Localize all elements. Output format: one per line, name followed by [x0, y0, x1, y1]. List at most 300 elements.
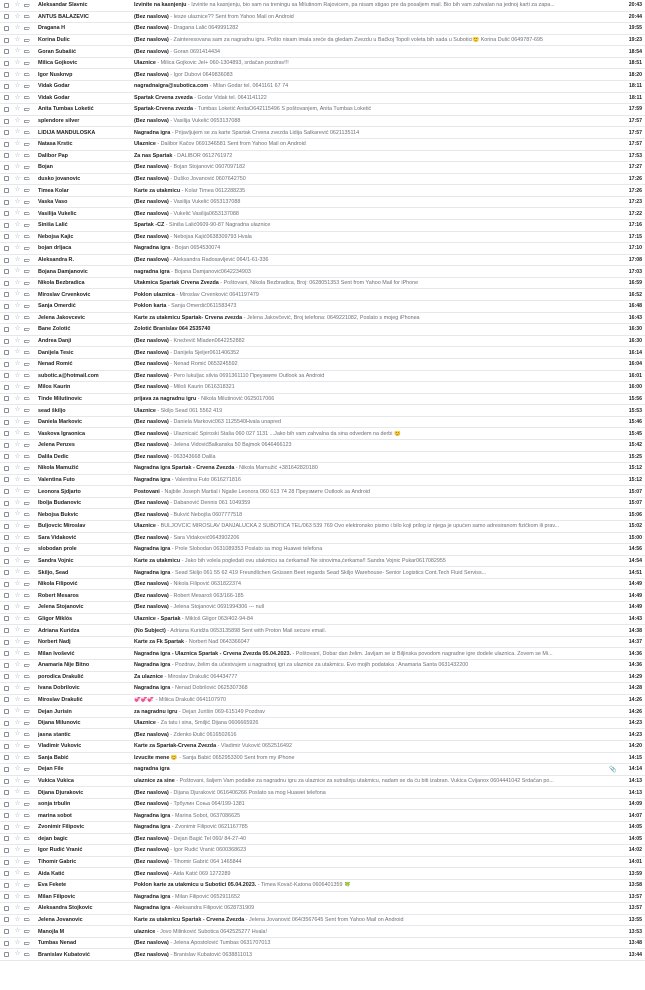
email-row[interactable] [0, 46, 645, 58]
star-icon[interactable]: ☆ [14, 533, 21, 541]
email-row[interactable] [0, 741, 645, 753]
email-row[interactable] [0, 810, 645, 822]
important-marker-icon[interactable] [24, 629, 31, 632]
email-row[interactable] [0, 753, 645, 765]
select-checkbox[interactable] [4, 489, 9, 494]
star-icon[interactable]: ☆ [14, 788, 21, 796]
star-icon[interactable]: ☆ [14, 128, 21, 136]
select-checkbox[interactable] [4, 477, 9, 482]
important-marker-icon[interactable] [24, 386, 31, 389]
star-icon[interactable]: ☆ [14, 811, 21, 819]
select-checkbox[interactable] [4, 269, 9, 274]
important-marker-icon[interactable] [24, 583, 31, 586]
select-checkbox[interactable] [4, 802, 9, 807]
email-row[interactable] [0, 602, 645, 614]
email-row[interactable] [0, 533, 645, 545]
important-marker-icon[interactable] [24, 617, 31, 620]
email-row[interactable] [0, 683, 645, 695]
email-row[interactable] [0, 567, 645, 579]
important-marker-icon[interactable] [24, 490, 31, 493]
select-checkbox[interactable] [4, 848, 9, 853]
important-marker-icon[interactable] [24, 745, 31, 748]
select-checkbox[interactable] [4, 721, 9, 726]
select-checkbox[interactable] [4, 582, 9, 587]
select-checkbox[interactable] [4, 176, 9, 181]
star-icon[interactable]: ☆ [14, 927, 21, 935]
star-icon[interactable]: ☆ [14, 765, 21, 773]
important-marker-icon[interactable] [24, 177, 31, 180]
select-checkbox[interactable] [4, 396, 9, 401]
important-marker-icon[interactable] [24, 62, 31, 65]
email-row[interactable] [0, 648, 645, 660]
select-checkbox[interactable] [4, 779, 9, 784]
important-marker-icon[interactable] [24, 154, 31, 157]
email-row[interactable] [0, 382, 645, 394]
important-marker-icon[interactable] [24, 953, 31, 956]
email-row[interactable] [0, 394, 645, 406]
important-marker-icon[interactable] [24, 455, 31, 458]
star-icon[interactable]: ☆ [14, 255, 21, 263]
select-checkbox[interactable] [4, 813, 9, 818]
star-icon[interactable]: ☆ [14, 12, 21, 20]
email-row[interactable] [0, 892, 645, 904]
select-checkbox[interactable] [4, 84, 9, 89]
select-checkbox[interactable] [4, 188, 9, 193]
email-row[interactable] [0, 35, 645, 47]
important-marker-icon[interactable] [24, 39, 31, 42]
email-row[interactable] [0, 475, 645, 487]
star-icon[interactable]: ☆ [14, 915, 21, 923]
important-marker-icon[interactable] [24, 710, 31, 713]
select-checkbox[interactable] [4, 443, 9, 448]
email-row[interactable] [0, 915, 645, 927]
select-checkbox[interactable] [4, 72, 9, 77]
important-marker-icon[interactable] [24, 606, 31, 609]
important-marker-icon[interactable] [24, 409, 31, 412]
important-marker-icon[interactable] [24, 363, 31, 366]
email-row[interactable] [0, 127, 645, 139]
select-checkbox[interactable] [4, 871, 9, 876]
email-row[interactable] [0, 509, 645, 521]
email-row[interactable] [0, 625, 645, 637]
important-marker-icon[interactable] [24, 108, 31, 111]
important-marker-icon[interactable] [24, 50, 31, 53]
select-checkbox[interactable] [4, 466, 9, 471]
important-marker-icon[interactable] [24, 849, 31, 852]
select-checkbox[interactable] [4, 547, 9, 552]
email-row[interactable] [0, 764, 645, 776]
star-icon[interactable]: ☆ [14, 47, 21, 55]
star-icon[interactable]: ☆ [14, 869, 21, 877]
select-checkbox[interactable] [4, 697, 9, 702]
select-checkbox[interactable] [4, 860, 9, 865]
select-checkbox[interactable] [4, 906, 9, 911]
important-marker-icon[interactable] [24, 201, 31, 204]
select-checkbox[interactable] [4, 165, 9, 170]
star-icon[interactable]: ☆ [14, 464, 21, 472]
email-row[interactable] [0, 672, 645, 684]
important-marker-icon[interactable] [24, 467, 31, 470]
select-checkbox[interactable] [4, 38, 9, 43]
important-marker-icon[interactable] [24, 478, 31, 481]
star-icon[interactable]: ☆ [14, 487, 21, 495]
important-marker-icon[interactable] [24, 560, 31, 563]
star-icon[interactable]: ☆ [14, 70, 21, 78]
star-icon[interactable]: ☆ [14, 579, 21, 587]
star-icon[interactable]: ☆ [14, 429, 21, 437]
select-checkbox[interactable] [4, 744, 9, 749]
star-icon[interactable]: ☆ [14, 475, 21, 483]
star-icon[interactable]: ☆ [14, 325, 21, 333]
email-row[interactable] [0, 185, 645, 197]
select-checkbox[interactable] [4, 454, 9, 459]
email-row[interactable] [0, 232, 645, 244]
star-icon[interactable]: ☆ [14, 209, 21, 217]
important-marker-icon[interactable] [24, 907, 31, 910]
email-row[interactable] [0, 834, 645, 846]
star-icon[interactable]: ☆ [14, 174, 21, 182]
important-marker-icon[interactable] [24, 340, 31, 343]
star-icon[interactable]: ☆ [14, 186, 21, 194]
email-row[interactable] [0, 845, 645, 857]
important-marker-icon[interactable] [24, 293, 31, 296]
email-row[interactable] [0, 729, 645, 741]
star-icon[interactable]: ☆ [14, 718, 21, 726]
email-row[interactable] [0, 255, 645, 267]
star-icon[interactable]: ☆ [14, 197, 21, 205]
important-marker-icon[interactable] [24, 930, 31, 933]
select-checkbox[interactable] [4, 385, 9, 390]
email-row[interactable] [0, 938, 645, 950]
select-checkbox[interactable] [4, 512, 9, 517]
star-icon[interactable]: ☆ [14, 904, 21, 912]
email-row[interactable] [0, 162, 645, 174]
select-checkbox[interactable] [4, 153, 9, 158]
important-marker-icon[interactable] [24, 421, 31, 424]
star-icon[interactable]: ☆ [14, 452, 21, 460]
select-checkbox[interactable] [4, 315, 9, 320]
email-row[interactable] [0, 116, 645, 128]
important-marker-icon[interactable] [24, 27, 31, 30]
star-icon[interactable]: ☆ [14, 417, 21, 425]
star-icon[interactable]: ☆ [14, 244, 21, 252]
star-icon[interactable]: ☆ [14, 695, 21, 703]
email-row[interactable] [0, 313, 645, 325]
email-row[interactable] [0, 23, 645, 35]
star-icon[interactable]: ☆ [14, 221, 21, 229]
star-icon[interactable]: ☆ [14, 938, 21, 946]
select-checkbox[interactable] [4, 559, 9, 564]
email-row[interactable] [0, 301, 645, 313]
select-checkbox[interactable] [4, 941, 9, 946]
star-icon[interactable]: ☆ [14, 823, 21, 831]
email-row[interactable] [0, 706, 645, 718]
important-marker-icon[interactable] [24, 305, 31, 308]
star-icon[interactable]: ☆ [14, 371, 21, 379]
star-icon[interactable]: ☆ [14, 730, 21, 738]
email-row[interactable] [0, 799, 645, 811]
important-marker-icon[interactable] [24, 189, 31, 192]
email-row[interactable] [0, 637, 645, 649]
email-row[interactable] [0, 452, 645, 464]
important-marker-icon[interactable] [24, 247, 31, 250]
important-marker-icon[interactable] [24, 212, 31, 215]
important-marker-icon[interactable] [24, 641, 31, 644]
email-row[interactable] [0, 822, 645, 834]
important-marker-icon[interactable] [24, 316, 31, 319]
important-marker-icon[interactable] [24, 73, 31, 76]
star-icon[interactable]: ☆ [14, 742, 21, 750]
email-row[interactable] [0, 69, 645, 81]
star-icon[interactable]: ☆ [14, 880, 21, 888]
email-row[interactable] [0, 949, 645, 961]
email-row[interactable] [0, 660, 645, 672]
important-marker-icon[interactable] [24, 15, 31, 18]
select-checkbox[interactable] [4, 640, 9, 645]
select-checkbox[interactable] [4, 420, 9, 425]
email-row[interactable] [0, 463, 645, 475]
email-row[interactable] [0, 776, 645, 788]
star-icon[interactable]: ☆ [14, 313, 21, 321]
important-marker-icon[interactable] [24, 733, 31, 736]
select-checkbox[interactable] [4, 362, 9, 367]
select-checkbox[interactable] [4, 686, 9, 691]
star-icon[interactable]: ☆ [14, 336, 21, 344]
select-checkbox[interactable] [4, 130, 9, 135]
select-checkbox[interactable] [4, 605, 9, 610]
select-checkbox[interactable] [4, 373, 9, 378]
star-icon[interactable]: ☆ [14, 24, 21, 32]
email-row[interactable] [0, 926, 645, 938]
select-checkbox[interactable] [4, 107, 9, 112]
star-icon[interactable]: ☆ [14, 139, 21, 147]
important-marker-icon[interactable] [24, 826, 31, 829]
select-checkbox[interactable] [4, 501, 9, 506]
star-icon[interactable]: ☆ [14, 383, 21, 391]
email-row[interactable] [0, 58, 645, 70]
important-marker-icon[interactable] [24, 224, 31, 227]
important-marker-icon[interactable] [24, 791, 31, 794]
email-row[interactable] [0, 614, 645, 626]
select-checkbox[interactable] [4, 49, 9, 54]
important-marker-icon[interactable] [24, 235, 31, 238]
select-checkbox[interactable] [4, 234, 9, 239]
email-row[interactable] [0, 428, 645, 440]
star-icon[interactable]: ☆ [14, 626, 21, 634]
select-checkbox[interactable] [4, 14, 9, 19]
important-marker-icon[interactable] [24, 884, 31, 887]
star-icon[interactable]: ☆ [14, 359, 21, 367]
star-icon[interactable]: ☆ [14, 267, 21, 275]
star-icon[interactable]: ☆ [14, 1, 21, 9]
email-row[interactable] [0, 93, 645, 105]
star-icon[interactable]: ☆ [14, 406, 21, 414]
star-icon[interactable]: ☆ [14, 556, 21, 564]
important-marker-icon[interactable] [24, 4, 31, 7]
email-row[interactable] [0, 787, 645, 799]
select-checkbox[interactable] [4, 535, 9, 540]
star-icon[interactable]: ☆ [14, 649, 21, 657]
star-icon[interactable]: ☆ [14, 498, 21, 506]
email-row[interactable] [0, 104, 645, 116]
important-marker-icon[interactable] [24, 652, 31, 655]
email-row[interactable] [0, 857, 645, 869]
select-checkbox[interactable] [4, 246, 9, 251]
email-row[interactable] [0, 324, 645, 336]
select-checkbox[interactable] [4, 61, 9, 66]
select-checkbox[interactable] [4, 663, 9, 668]
select-checkbox[interactable] [4, 281, 9, 286]
select-checkbox[interactable] [4, 790, 9, 795]
select-checkbox[interactable] [4, 26, 9, 31]
email-row[interactable] [0, 278, 645, 290]
star-icon[interactable]: ☆ [14, 591, 21, 599]
select-checkbox[interactable] [4, 339, 9, 344]
star-icon[interactable]: ☆ [14, 278, 21, 286]
select-checkbox[interactable] [4, 327, 9, 332]
email-row[interactable] [0, 220, 645, 232]
select-checkbox[interactable] [4, 616, 9, 621]
important-marker-icon[interactable] [24, 942, 31, 945]
email-row[interactable] [0, 151, 645, 163]
select-checkbox[interactable] [4, 952, 9, 957]
important-marker-icon[interactable] [24, 872, 31, 875]
star-icon[interactable]: ☆ [14, 302, 21, 310]
star-icon[interactable]: ☆ [14, 348, 21, 356]
select-checkbox[interactable] [4, 524, 9, 529]
email-row[interactable] [0, 590, 645, 602]
star-icon[interactable]: ☆ [14, 93, 21, 101]
email-row[interactable] [0, 405, 645, 417]
select-checkbox[interactable] [4, 894, 9, 899]
select-checkbox[interactable] [4, 755, 9, 760]
star-icon[interactable]: ☆ [14, 58, 21, 66]
star-icon[interactable]: ☆ [14, 684, 21, 692]
select-checkbox[interactable] [4, 732, 9, 737]
email-row[interactable] [0, 579, 645, 591]
star-icon[interactable]: ☆ [14, 753, 21, 761]
star-icon[interactable]: ☆ [14, 660, 21, 668]
important-marker-icon[interactable] [24, 432, 31, 435]
email-row[interactable] [0, 197, 645, 209]
star-icon[interactable]: ☆ [14, 545, 21, 553]
star-icon[interactable]: ☆ [14, 799, 21, 807]
important-marker-icon[interactable] [24, 96, 31, 99]
important-marker-icon[interactable] [24, 397, 31, 400]
email-row[interactable] [0, 498, 645, 510]
select-checkbox[interactable] [4, 223, 9, 228]
important-marker-icon[interactable] [24, 594, 31, 597]
star-icon[interactable]: ☆ [14, 290, 21, 298]
email-row[interactable] [0, 556, 645, 568]
star-icon[interactable]: ☆ [14, 394, 21, 402]
star-icon[interactable]: ☆ [14, 707, 21, 715]
email-row[interactable] [0, 695, 645, 707]
select-checkbox[interactable] [4, 628, 9, 633]
select-checkbox[interactable] [4, 570, 9, 575]
important-marker-icon[interactable] [24, 282, 31, 285]
star-icon[interactable]: ☆ [14, 82, 21, 90]
important-marker-icon[interactable] [24, 131, 31, 134]
select-checkbox[interactable] [4, 674, 9, 679]
star-icon[interactable]: ☆ [14, 834, 21, 842]
important-marker-icon[interactable] [24, 571, 31, 574]
email-row[interactable] [0, 903, 645, 915]
important-marker-icon[interactable] [24, 861, 31, 864]
important-marker-icon[interactable] [24, 525, 31, 528]
important-marker-icon[interactable] [24, 270, 31, 273]
select-checkbox[interactable] [4, 95, 9, 100]
select-checkbox[interactable] [4, 883, 9, 888]
email-row[interactable] [0, 880, 645, 892]
important-marker-icon[interactable] [24, 513, 31, 516]
important-marker-icon[interactable] [24, 166, 31, 169]
email-row[interactable] [0, 868, 645, 880]
important-marker-icon[interactable] [24, 837, 31, 840]
important-marker-icon[interactable] [24, 143, 31, 146]
select-checkbox[interactable] [4, 929, 9, 934]
star-icon[interactable]: ☆ [14, 637, 21, 645]
important-marker-icon[interactable] [24, 328, 31, 331]
star-icon[interactable]: ☆ [14, 776, 21, 784]
select-checkbox[interactable] [4, 200, 9, 205]
important-marker-icon[interactable] [24, 374, 31, 377]
important-marker-icon[interactable] [24, 502, 31, 505]
important-marker-icon[interactable] [24, 664, 31, 667]
select-checkbox[interactable] [4, 3, 9, 8]
select-checkbox[interactable] [4, 258, 9, 263]
email-row[interactable] [0, 347, 645, 359]
important-marker-icon[interactable] [24, 698, 31, 701]
email-row[interactable] [0, 440, 645, 452]
select-checkbox[interactable] [4, 408, 9, 413]
important-marker-icon[interactable] [24, 803, 31, 806]
star-icon[interactable]: ☆ [14, 441, 21, 448]
important-marker-icon[interactable] [24, 536, 31, 539]
select-checkbox[interactable] [4, 431, 9, 436]
important-marker-icon[interactable] [24, 722, 31, 725]
select-checkbox[interactable] [4, 211, 9, 216]
important-marker-icon[interactable] [24, 675, 31, 678]
select-checkbox[interactable] [4, 292, 9, 297]
email-row[interactable] [0, 289, 645, 301]
email-row[interactable] [0, 417, 645, 429]
important-marker-icon[interactable] [24, 814, 31, 817]
star-icon[interactable]: ☆ [14, 105, 21, 113]
email-row[interactable] [0, 718, 645, 730]
select-checkbox[interactable] [4, 825, 9, 830]
email-row[interactable] [0, 521, 645, 533]
important-marker-icon[interactable] [24, 259, 31, 262]
email-row[interactable] [0, 12, 645, 24]
email-row[interactable] [0, 0, 645, 12]
select-checkbox[interactable] [4, 304, 9, 309]
star-icon[interactable]: ☆ [14, 151, 21, 159]
star-icon[interactable]: ☆ [14, 35, 21, 43]
star-icon[interactable]: ☆ [14, 892, 21, 900]
select-checkbox[interactable] [4, 767, 9, 772]
star-icon[interactable]: ☆ [14, 672, 21, 680]
select-checkbox[interactable] [4, 350, 9, 355]
important-marker-icon[interactable] [24, 756, 31, 759]
select-checkbox[interactable] [4, 651, 9, 656]
important-marker-icon[interactable] [24, 918, 31, 921]
important-marker-icon[interactable] [24, 780, 31, 783]
important-marker-icon[interactable] [24, 85, 31, 88]
star-icon[interactable]: ☆ [14, 614, 21, 622]
star-icon[interactable]: ☆ [14, 846, 21, 854]
email-row[interactable] [0, 243, 645, 255]
